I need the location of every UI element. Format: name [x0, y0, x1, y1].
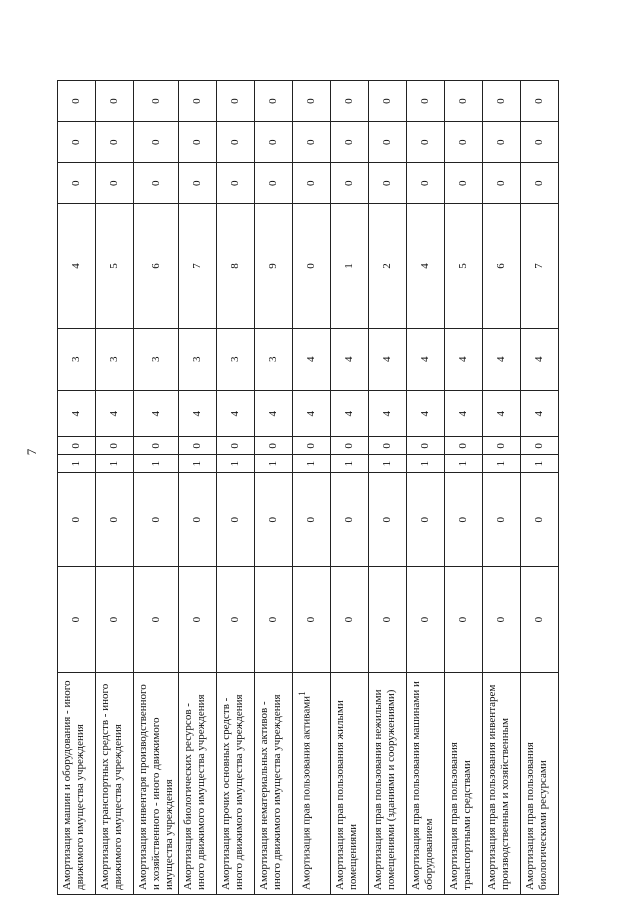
code-cell-c3: 4	[217, 390, 255, 437]
code-cell-c3: 4	[483, 390, 521, 437]
code-cell-z1: 0	[58, 163, 96, 204]
code-cell-c3: 4	[58, 390, 96, 437]
code-cell-c5: 6	[134, 204, 179, 328]
code-cell-c4: 3	[134, 328, 179, 390]
code-cell-z2: 0	[331, 122, 369, 163]
code-cell-c2: 0	[255, 437, 293, 455]
code-cell-c3: 4	[445, 390, 483, 437]
code-cell-c3: 4	[134, 390, 179, 437]
code-cell-c5: 9	[255, 204, 293, 328]
code-cell-a: 0	[179, 567, 217, 672]
code-cell-c2: 0	[217, 437, 255, 455]
code-cell-b: 0	[255, 473, 293, 567]
code-cell-c4: 3	[96, 328, 134, 390]
page-number: 7	[24, 448, 39, 456]
code-cell-c2: 0	[293, 437, 331, 455]
code-cell-c4: 4	[445, 328, 483, 390]
code-cell-c1: 1	[96, 455, 134, 473]
table-row	[96, 81, 134, 895]
code-cell-z2: 0	[255, 122, 293, 163]
code-cell-c1: 1	[255, 455, 293, 473]
code-cell-z1: 0	[445, 163, 483, 204]
code-cell-a: 0	[407, 567, 445, 672]
code-cell-z3: 0	[58, 81, 96, 122]
code-cell-c5: 4	[407, 204, 445, 328]
code-cell-a: 0	[58, 567, 96, 672]
code-cell-z2: 0	[293, 122, 331, 163]
code-cell-c3: 4	[331, 390, 369, 437]
code-cell-b: 0	[58, 473, 96, 567]
code-cell-c2: 0	[521, 437, 559, 455]
code-cell-c5: 7	[521, 204, 559, 328]
account-name-cell	[331, 672, 369, 894]
code-cell-c1: 1	[293, 455, 331, 473]
code-cell-c4: 4	[369, 328, 407, 390]
code-cell-z2: 0	[134, 122, 179, 163]
code-cell-c4: 4	[331, 328, 369, 390]
code-cell-a: 0	[255, 567, 293, 672]
code-cell-z3: 0	[521, 81, 559, 122]
code-cell-c2: 0	[58, 437, 96, 455]
code-cell-z2: 0	[483, 122, 521, 163]
code-cell-a: 0	[331, 567, 369, 672]
code-cell-z2: 0	[217, 122, 255, 163]
code-cell-z3: 0	[483, 81, 521, 122]
code-cell-z2: 0	[521, 122, 559, 163]
code-cell-z1: 0	[134, 163, 179, 204]
code-cell-z3: 0	[445, 81, 483, 122]
account-name: Амортизация прав пользования нежилыми помещениями (зданиями и сооружениями)	[372, 689, 397, 890]
code-cell-b: 0	[217, 473, 255, 567]
code-cell-z2: 0	[96, 122, 134, 163]
code-cell-z1: 0	[369, 163, 407, 204]
code-cell-z3: 0	[217, 81, 255, 122]
account-name: Амортизация прав пользования машинами и оборудованием	[410, 681, 435, 890]
code-cell-z3: 0	[255, 81, 293, 122]
code-cell-z3: 0	[369, 81, 407, 122]
code-cell-z2: 0	[407, 122, 445, 163]
table-row	[179, 81, 217, 895]
code-cell-b: 0	[331, 473, 369, 567]
code-cell-c5: 5	[96, 204, 134, 328]
account-name-cell	[96, 672, 134, 894]
code-cell-c1: 1	[179, 455, 217, 473]
code-cell-c3: 4	[369, 390, 407, 437]
account-name: Амортизация прав пользования транспортными средствами	[448, 742, 473, 890]
table-row	[134, 81, 179, 895]
code-cell-c5: 0	[293, 204, 331, 328]
code-cell-b: 0	[445, 473, 483, 567]
account-name-cell	[521, 672, 559, 894]
account-name-cell	[445, 672, 483, 894]
code-cell-b: 0	[521, 473, 559, 567]
account-name-cell	[369, 672, 407, 894]
code-cell-c5: 1	[331, 204, 369, 328]
code-cell-c5: 2	[369, 204, 407, 328]
code-cell-c4: 3	[179, 328, 217, 390]
code-cell-c1: 1	[521, 455, 559, 473]
code-cell-z3: 0	[407, 81, 445, 122]
account-name-cell	[255, 672, 293, 894]
code-cell-z3: 0	[293, 81, 331, 122]
code-cell-c2: 0	[179, 437, 217, 455]
code-cell-c1: 1	[483, 455, 521, 473]
code-cell-z3: 0	[331, 81, 369, 122]
code-cell-a: 0	[96, 567, 134, 672]
code-cell-c3: 4	[96, 390, 134, 437]
code-cell-a: 0	[369, 567, 407, 672]
account-name: Амортизация транспортных средств - иного движимого имущества учреждения	[99, 683, 124, 890]
code-cell-c5: 4	[58, 204, 96, 328]
account-name: Амортизация прочих основных средств - иного движимого имущества учреждения	[220, 694, 245, 890]
account-name: Амортизация машин и оборудования - иного движимого имущества учреждения	[61, 680, 86, 890]
account-name-cell	[179, 672, 217, 894]
code-cell-z1: 0	[331, 163, 369, 204]
code-cell-c4: 4	[521, 328, 559, 390]
table-row	[407, 81, 445, 895]
code-cell-z1: 0	[179, 163, 217, 204]
code-cell-c2: 0	[134, 437, 179, 455]
table-row	[521, 81, 559, 895]
code-cell-z2: 0	[58, 122, 96, 163]
code-cell-z1: 0	[407, 163, 445, 204]
code-cell-c2: 0	[483, 437, 521, 455]
code-cell-z2: 0	[369, 122, 407, 163]
account-name: Амортизация прав пользования биологическими ресурсами	[524, 742, 549, 890]
account-name-cell	[293, 672, 331, 894]
table-row	[255, 81, 293, 895]
table-row	[483, 81, 521, 895]
account-name-cell	[58, 672, 96, 894]
code-cell-z3: 0	[179, 81, 217, 122]
account-name: Амортизация инвентаря производственного и хозяйственного - иного движимого имущества учреждения	[137, 684, 175, 890]
code-cell-b: 0	[134, 473, 179, 567]
table-row	[217, 81, 255, 895]
code-cell-c2: 0	[445, 437, 483, 455]
code-cell-a: 0	[217, 567, 255, 672]
code-cell-c1: 1	[58, 455, 96, 473]
code-cell-c4: 3	[58, 328, 96, 390]
code-cell-c4: 4	[483, 328, 521, 390]
code-cell-b: 0	[96, 473, 134, 567]
code-cell-z2: 0	[179, 122, 217, 163]
table-body	[58, 81, 559, 895]
code-cell-c2: 0	[407, 437, 445, 455]
code-cell-c1: 1	[445, 455, 483, 473]
code-cell-c3: 4	[255, 390, 293, 437]
code-cell-z3: 0	[134, 81, 179, 122]
code-cell-z3: 0	[96, 81, 134, 122]
code-cell-c5: 8	[217, 204, 255, 328]
code-cell-b: 0	[293, 473, 331, 567]
code-cell-c5: 6	[483, 204, 521, 328]
account-table	[57, 80, 559, 895]
code-cell-z1: 0	[521, 163, 559, 204]
code-cell-z1: 0	[293, 163, 331, 204]
account-name: Амортизация биологических ресурсов - иного движимого имущества учреждения	[182, 694, 207, 890]
footnote-marker: 1	[297, 691, 307, 696]
account-name: Амортизация прав пользования активами	[300, 695, 313, 890]
table-row	[445, 81, 483, 895]
table-row	[293, 81, 331, 895]
code-cell-a: 0	[521, 567, 559, 672]
account-name: Амортизация прав пользования инвентарем производственным и хозяйственным	[486, 684, 511, 890]
code-cell-c1: 1	[217, 455, 255, 473]
code-cell-c2: 0	[96, 437, 134, 455]
table-row	[58, 81, 96, 895]
code-cell-c4: 3	[255, 328, 293, 390]
code-cell-b: 0	[483, 473, 521, 567]
table-row	[331, 81, 369, 895]
code-cell-c3: 4	[407, 390, 445, 437]
code-cell-z1: 0	[217, 163, 255, 204]
code-cell-c4: 3	[217, 328, 255, 390]
account-name-cell	[483, 672, 521, 894]
code-cell-c1: 1	[407, 455, 445, 473]
code-cell-a: 0	[483, 567, 521, 672]
code-cell-b: 0	[179, 473, 217, 567]
account-name: Амортизация нематериальных активов - иного движимого имущества учреждения	[258, 694, 283, 890]
code-cell-c4: 4	[293, 328, 331, 390]
code-cell-b: 0	[369, 473, 407, 567]
code-cell-c2: 0	[369, 437, 407, 455]
code-cell-a: 0	[445, 567, 483, 672]
code-cell-z1: 0	[255, 163, 293, 204]
code-cell-c5: 5	[445, 204, 483, 328]
code-cell-c1: 1	[331, 455, 369, 473]
account-name-cell	[407, 672, 445, 894]
code-cell-z1: 0	[483, 163, 521, 204]
code-cell-c3: 4	[521, 390, 559, 437]
code-cell-a: 0	[293, 567, 331, 672]
code-cell-c3: 4	[293, 390, 331, 437]
code-cell-c4: 4	[407, 328, 445, 390]
code-cell-a: 0	[134, 567, 179, 672]
account-name-cell	[217, 672, 255, 894]
account-name-cell	[134, 672, 179, 894]
code-cell-c1: 1	[134, 455, 179, 473]
table-row	[369, 81, 407, 895]
code-cell-c3: 4	[179, 390, 217, 437]
account-name: Амортизация прав пользования жилыми помещениями	[334, 700, 359, 890]
code-cell-z1: 0	[96, 163, 134, 204]
code-cell-c5: 7	[179, 204, 217, 328]
code-cell-b: 0	[407, 473, 445, 567]
code-cell-c1: 1	[369, 455, 407, 473]
code-cell-c2: 0	[331, 437, 369, 455]
code-cell-z2: 0	[445, 122, 483, 163]
